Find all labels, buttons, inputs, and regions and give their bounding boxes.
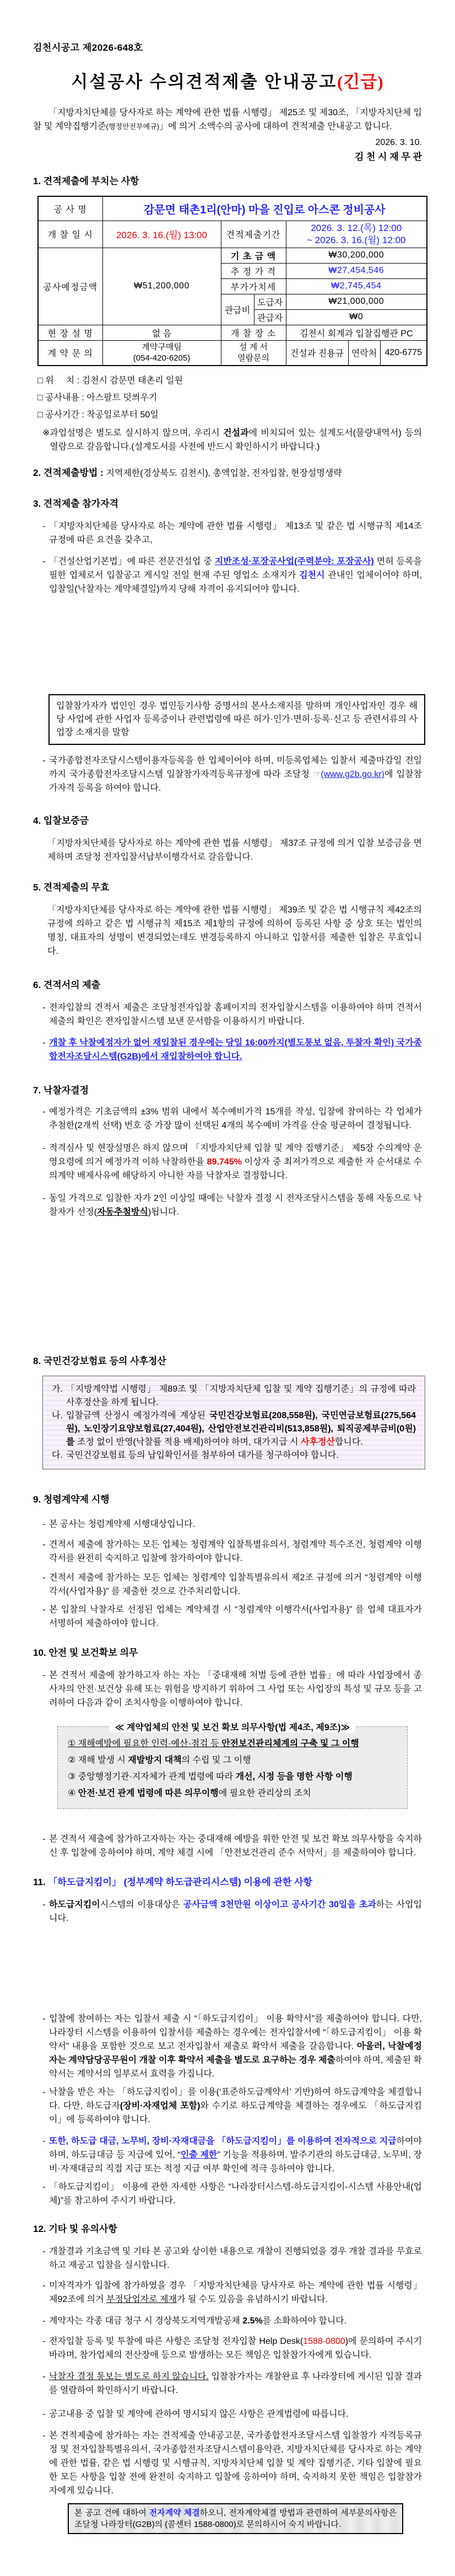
- safety-item-1: ① 재해예방에 필요한 인력·예산·점검 등 안전보건관리체계의 구축 및 그 이행: [68, 1739, 359, 1748]
- list-item: - 공고내용 중 입찰 및 계약에 관하여 명시되지 않은 사항은 관계법령에 따릅니다.: [42, 2409, 349, 2419]
- base-amount-label: 기 초 금 액: [221, 248, 286, 263]
- section-8-title: 8. 국민건강보험료 등의 사후정산: [33, 1356, 166, 1366]
- tel-value: 420-6775: [380, 340, 427, 366]
- safety-obligation-box: [57, 1723, 408, 1809]
- list-item: - 계약자는 각종 대금 청구 시 경상북도지역개발공채 2.5%를 소화하여야 합니다.: [42, 2316, 347, 2326]
- safety-item-3: ③ 중앙행정기관·지자체가 관계 법령에 따라 개선, 시정 등을 명한 사항 이행: [68, 1772, 353, 1781]
- signer: 김 천 시 재 무 관: [354, 152, 422, 162]
- gov-party-value: ₩0: [286, 309, 427, 325]
- contractor-value: ₩21,000,000: [286, 294, 427, 309]
- list-item: - 본 입찰의 낙찰자로 선정된 업체는 계약체결 시 “청렴계약 이행각서(사업자용)” 를 업체 대표자가 서명하여 제출하여야 합니다.: [42, 1605, 422, 1628]
- award-rate-item: - 적격심사 및 현장설명은 하지 않으며 「지방자치단체 입찰 및 계약 집행기준」 제5장 수의계약 운영요령에 의거 예정가격 이하 낙찰하한율 89.745% 이상자 중 최저가격으로 제출한 자 순서대로 수의계약 배제사유에 해당하지 아니한 자를 낙찰자로 결정합니다.: [42, 1144, 422, 1180]
- submission-period-label: 견적제출기간: [221, 221, 286, 248]
- list-item: - 「건설산업기본법」에 따른 전문건설업 중 지반조성·포장공사업(주력분야: 포장공사) 면허 등록을 필한 업체로서 입찰공고 게시일 전일 현재 주된 영업소 소재지가 김천시 관내인 업체이어야 하며, 입찰일(낙찰자는 계약체결일)까지 당해 자격이 유지되어야 합니다.: [42, 557, 422, 594]
- award-rate-value: 89.745%: [207, 1157, 242, 1167]
- electronic-contract-notice-box: 본 공고 건에 대하여 전자계약 체결하오니, 전자계약체결 방법과 관련하여 세부문의사항은 조달청 나라장터(G2B)의 (콜센터 1588-0800)로 문의하시어 숙지 바랍니다.: [68, 2503, 403, 2534]
- design-doc-inquiry-value: 건설과 진용규: [286, 340, 348, 366]
- safety-box-title: ≪ 계약업체의 안전 및 보건 확보 의무사항(법 제4조, 제9조)≫: [58, 1720, 407, 1733]
- job-name-label: 공 사 명: [38, 196, 102, 221]
- notice-number: 김천시공고 제2026-648호: [33, 42, 143, 53]
- vat-value: ₩2,745,454: [286, 278, 427, 294]
- section-7-title: 7. 낙찰자결정: [33, 1085, 89, 1096]
- contract-inquiry-label: 계 약 문 의: [38, 340, 102, 366]
- list-item: - 낙찰자 결정 통보는 별도로 하지 않습니다. 입찰참가자는 개찰완료 후 나라장터에 게시된 입찰 결과를 열람하여 확인하시기 바랍니다.: [42, 2372, 422, 2395]
- list-item: - 본 견적서 제출에 참가하고자 하는 자는 「중대재해 처벌 등에 관한 법률」에 따라 사업장에서 종사자의 안전·보건상 유해 또는 위험을 방지하기 위하여 그 사업 또는 사업장의 특성 및 규모 등을 고려하여 다음과 같이 조치사항을 이행하여야 합니다.: [42, 1671, 422, 1708]
- tel-label: 연락처: [348, 340, 380, 366]
- section-2-title: 2. 견적제출방법 : 지역제한(경상북도 김천시), 총액입찰, 전자입찰, 현장설명생략: [33, 468, 342, 478]
- contractor-label: 도급자: [254, 294, 286, 309]
- site-briefing-label: 현 장 설 명: [38, 325, 102, 340]
- withdrawal-limit-link: 인출 제한: [180, 2150, 218, 2160]
- list-item: - 전자입찰의 견적서 제출은 조달청전자입찰 홈페이지의 전자입찰시스템을 이용하여야 하며 견적서 제출의 확인은 전자입찰시스템 보낸 문서함을 이용하시기 바랍니다.: [42, 1003, 422, 1026]
- list-item: - 개찰결과 기초금액 및 기타 본 공고와 상이한 내용으로 개찰이 진행되었을 경우 개찰 결과를 무효로 하고 재공고 입찰을 실시합니다.: [42, 2247, 422, 2270]
- list-item: - 「하도급지킴이」 이용에 관한 자세한 사항은 “나라장터시스템-하도급지킴이-시스템 사용안내(업체)”를 참고하여 주시기 바랍니다.: [42, 2182, 422, 2205]
- intro-paragraph: 「지방자치단체를 당사자로 하는 계약에 관한 법률 시행령」 제25조 및 제30조, 「지방자치단체 입찰 및 계약집행기준(행정안전부예규)」에 의거 소액수의 공사에 대하여 견적제출 안내공고 합니다.: [33, 108, 422, 131]
- location-item: □ 위 치 : 김천시 감문면 태촌리 일원: [37, 376, 183, 385]
- safety-item-4: ④ 안전·보건 관계 법령에 따른 의무이행에 필요한 관리상의 조치: [68, 1789, 311, 1798]
- box-item-da: 다. 국민건강보험료 등의 납입확인서를 첨부하여 대가를 청구하여야 합니다.: [52, 1451, 339, 1460]
- list-item: - 국가종합전자조달시스템이용자등록을 한 업체이어야 하며, 미등록업체는 입찰서 제출마감일 전일까지 국가종합전자조달시스템 입찰참가자격등록규정에 따라 조달청 ☞(www.g2b.go.kr)에 입찰참가자격 등록을 하여야 합니다.: [42, 756, 422, 793]
- opening-datetime-label: 개 찰 일 시: [38, 221, 102, 248]
- section-3-title: 3. 견적제출 참가자격: [33, 498, 118, 509]
- work-content-item: □ 공사내용 : 아스팔트 덧씌우기: [37, 393, 158, 402]
- section-9-title: 9. 청렴계약제 시행: [33, 1494, 110, 1505]
- helpdesk-phone: 1588-0800: [303, 2337, 345, 2346]
- list-item: - 낙찰을 받은 자는 「하도급지킴이」를 이용(‘표준하도급계약서’ 기반)하여 하도급계약을 체결합니다. 다만, 하도급자(장비·자재업체 포함)와 수기로 하도급계약을 체결하는 경우에도 「하도급지킴이」에 등록하여야 합니다.: [42, 2087, 422, 2124]
- page-title: [33, 68, 422, 93]
- safety-item-2: ② 재해 발생 시 재발방지 대책의 수립 및 그 이행: [68, 1756, 251, 1765]
- list-item: - 견적서 제출에 참가하는 모든 업체는 청렴계약 입찰특별유의서 제2조 규정에 의거 “청렴계약 이행각서(사업자용)” 를 제출한 것으로 간주처리합니다.: [42, 1573, 422, 1596]
- job-name-value: 감문면 태촌1리(안마) 마을 진입로 아스콘 정비공사: [102, 196, 427, 221]
- opening-place-label: 개 찰 장 소: [221, 325, 286, 340]
- list-item: - 본 견적제출에 참가하는 자는 견적제출 안내공고문, 국가종합전자조달시스템 입찰참가 자격등록규정 및 전자입찰특별유의서, 국가종합전자조달시스템이용약관, 지방자치단체를 당사자로 하는 계약에 관한 법률, 같은 법 시행령 및 시행규칙, 지방자치단체 입찰 및 계약 집행기준, 기타 입찰에 필요한 모든 사항을 입찰 전에 완전히 숙지하고 입찰에 응하여야 하며, 숙지하지 못한 책임은 입찰참가자에게 있습니다.: [42, 2431, 422, 2496]
- list-item: - 입찰에 참여하는 자는 입찰서 제출 시 “「하도급지킴이」 이용 확약서”를 제출하여야 합니다. 다만, 나라장터 시스템을 이용하여 입찰서를 제출하는 경우에는 전자입찰서에 “「하도급지킴이」 이용 확약서” 내용을 포함한 것으로 보고 전자입찰서 제출로 확약서 제출을 갈음합니다. 아울러, 낙찰예정자는 계약담당공무원이 개찰 이후 확약서 제출을 별도로 요구하는 경우 제출하여야 하며, 제출된 확약서는 계약서의 일부로서 효력을 가집니다.: [42, 2014, 422, 2079]
- budget-value: ₩51,200,000: [102, 248, 221, 325]
- vat-label: 부가가치세: [221, 278, 286, 294]
- list-item: - 「지방자치단체를 당사자로 하는 계약에 관한 법률 시행령」 제13조 및 같은 법 시행규칙 제14조 규정에 따른 요건을 갖추고,: [42, 522, 422, 545]
- box-item-na: 나. 입찰금액 산정시 예정가격에 계상된 국민건강보험료(208,558원), 국민연금보험료(275,564원), 노인장기요양보험료(27,404원), 산업안전보건관리비(513,858원), 퇴직공제부금비(0원)를 조정 없이 반영(낙찰률 적용 배제)하여야 하며, 대가지급 시 사후정산합니다.: [52, 1411, 416, 1447]
- box-item-ga: 가. 「지방계약법 시행령」 제89조 및 「지방자치단체 입찰 및 계약 집행기준」의 규정에 따라 사후정산을 하게 됩니다.: [52, 1384, 416, 1407]
- list-item: - 견적서 제출에 참가하는 모든 업체는 청렴계약 입찰특별유의서, 청렴계약 특수조건, 청렴계약 이행각서를 완전히 숙지하고 입찰에 참가하여야 합니다.: [42, 1540, 422, 1563]
- opening-place-value: 김천시 회계과 입찰집행관 PC: [286, 325, 427, 340]
- section-4-title: 4. 입찰보증금: [33, 815, 89, 826]
- title-text: 시설공사 수의견적제출 안내공고: [71, 72, 338, 92]
- license-type-link[interactable]: 지반조성·포장공사업(주력분야: 포장공사): [214, 557, 374, 566]
- task-note: ※ 과업설명은 별도로 실시하지 않으며, 우리시 건설과에 비치되어 있는 설계도서(물량내역서) 등의 열람으로 갈음합니다.(설계도서를 사전에 반드시 확인하시기 바랍니다.): [42, 426, 422, 454]
- list-item: - 본 공사는 청렴계약제 시행대상입니다.: [42, 1520, 196, 1529]
- star-marker: ※: [42, 428, 50, 438]
- gov-supplies-label: 관급비: [221, 294, 254, 325]
- list-item: - 본 견적서 제출에 참가하고자하는 자는 중대재해 예방을 위한 안전 및 보건 확보 의무사항을 숙지하신 후 입찰에 응하여야 하며, 계약 체결 시에 「안전보건관리 준수 서약서」를 제출하여야 합니다.: [42, 1834, 422, 1858]
- base-amount-value: ₩30,200,000: [286, 248, 427, 263]
- g2b-link[interactable]: (www.g2b.go.kr): [321, 770, 384, 779]
- bid-info-table: [37, 196, 427, 366]
- site-briefing-value: 없 음: [102, 325, 221, 340]
- estimated-price-value: ₩27,454,546: [286, 263, 427, 278]
- submission-period-value: 2026. 3. 12.(목) 12:00 ~ 2026. 3. 16.(월) 12:00: [286, 221, 427, 248]
- budget-label: 공사예정금액: [38, 248, 102, 325]
- section-11-title: 11. 「하도급지킴이」 (정부계약 하도급관리시스템) 이용에 관한 사항: [33, 1877, 312, 1887]
- list-item: - 미자격자가 입찰에 참가하였을 경우 「지방자치단체를 당사자로 하는 계약에 관한 법률 시행령」 제92조에 의거 부정당업자로 제재가 될 수도 있음을 유념하시기 바랍니다.: [42, 2281, 422, 2304]
- section-5-title: 5. 견적제출의 무효: [33, 882, 110, 893]
- section-12-title: 12. 기타 및 유의사항: [33, 2224, 117, 2234]
- pointer-icon: ☞: [313, 770, 321, 779]
- section-5-paragraph: 「지방자치단체를 당사자로 하는 계약에 관한 법률 시행령」 제39조 및 같은 법 시행규칙 제42조의 규정에 의하고 같은 법 시행규칙 제15조 제1항의 규정에 의하여 등록된 사항 중 상호 또는 법인의 명칭, 대표자의 성명이 변경되었는데도 변경등록하지 아니하고 입찰서를 제출한 입찰은 무효입니다.: [47, 905, 422, 956]
- electronic-payment-item: - 또한, 하도급 대금, 노무비, 장비·자재대금을 「하도급지킴이」를 이용하여 전자적으로 지급하여야 하며, 하도급대금 등 지급에 있어, “인출 제한” 기능을 적용하며. 발주기관의 하도급대금, 노무비, 장비·자재대금의 직접 지급 또는 적정 지급 여부 확인에 적극 응하여야 합니다.: [42, 2137, 422, 2174]
- gov-party-label: 관급자: [254, 309, 286, 325]
- estimated-price-label: 추 정 가 격: [221, 263, 286, 278]
- urgent-label: (긴급): [337, 72, 384, 92]
- list-item: - 동일 가격으로 입찰한 자가 2인 이상일 때에는 낙찰자 결정 시 전자조달시스템을 통해 자동으로 낙찰자가 선정(자동추첨방식)됩니다.: [42, 1194, 422, 1217]
- insurance-settlement-box: [42, 1376, 425, 1469]
- section-10-title: 10. 안전 및 보건확보 의무: [33, 1647, 138, 1658]
- design-doc-inquiry-label: 설 계 서 열람문의: [221, 340, 286, 366]
- section-1-title: 1. 견적제출에 부치는 사항: [33, 176, 139, 186]
- business-location-note-box: 입찰참가자가 법인인 경우 법인등기사항 증명서의 본사소재지를 말하며 개인사업자인 경우 해당 사업에 관한 사업자 등록증이나 관련법령에 따른 허가·인가·면허·등록·신고 등 관련서류의 사업장 소재지를 말함: [48, 694, 425, 745]
- announcement-date: 2026. 3. 10.: [375, 138, 422, 147]
- work-period-item: □ 공사기간 : 착공일로부터 50일: [37, 410, 159, 420]
- section-4-paragraph: 「지방자치단체를 당사자로 하는 계약에 관한 법률 시행령」 제37조 규정에 의거 입찰 보증금을 면제하며 조달청 전자입찰서납부이행각서로 갈음합니다.: [47, 839, 422, 862]
- opening-datetime-value: 2026. 3. 16.(월) 13:00: [102, 221, 221, 248]
- contract-inquiry-value: 계약구매팀 (054-420-6205): [102, 340, 221, 366]
- rebid-warning-item: - 개찰 후 낙찰예정자가 없어 재입찰된 경우에는 당일 16:00까지(별도통보 없음, 투찰자 확인) 국가종합전자조달시스템(G2B)에서 재입찰하여야 합니다.: [42, 1038, 422, 1061]
- section-6-title: 6. 견적서의 제출: [33, 980, 101, 990]
- list-item: - 예정가격은 기초금액의 ±3% 범위 내에서 복수예비가격 15개를 작성, 입찰에 참여하는 각 업체가 추첨한(2개씩 선택) 번호 중 가장 많이 선택된 4개의 복수예비 가격을 산술 평균하여 결정됩니다.: [42, 1107, 422, 1130]
- helpdesk-item: - 전자입찰 등록 및 투찰에 따른 사항은 조달청 전자입찰 Help Desk(1588-0800)에 문의하여 주시기 바라며, 참가업체의 전산장애 등으로 발생하는 모든 책임은 입찰참가자에게 있습니다.: [42, 2337, 422, 2360]
- subcontract-target-item: - 하도급지킴이시스템의 이용대상은 공사금액 3천만원 이상이고 공사기간 30일을 초과하는 사업입니다.: [42, 1900, 422, 1923]
